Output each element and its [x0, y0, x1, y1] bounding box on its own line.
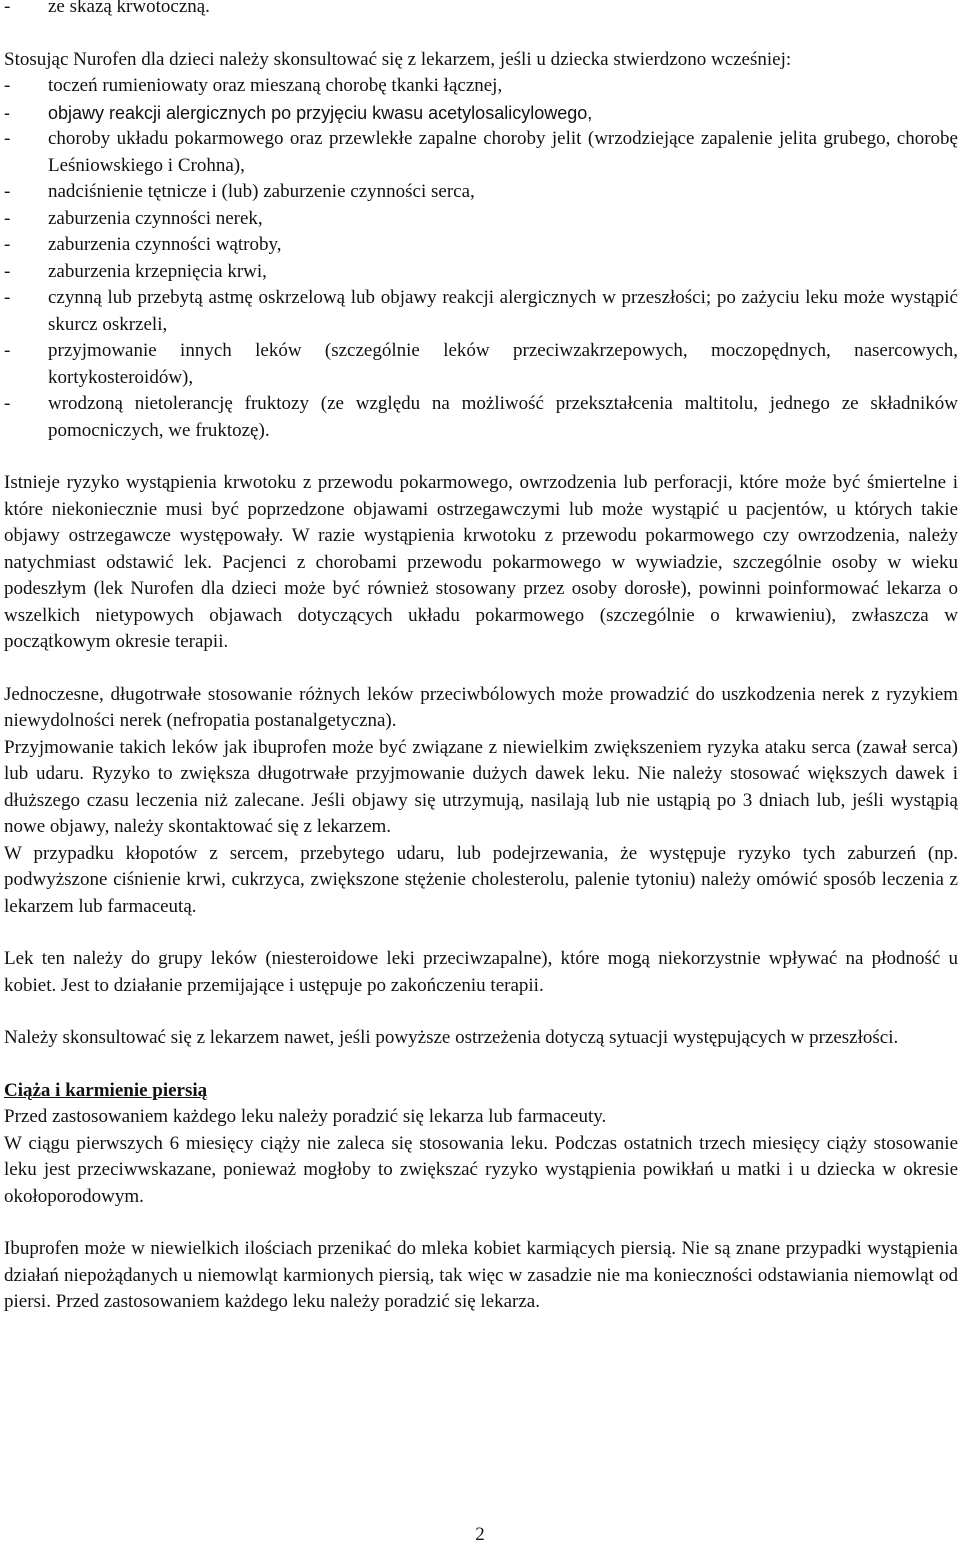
list-dash: -	[4, 260, 11, 282]
list-dash: -	[4, 393, 11, 414]
contraindications-intro: Stosując Nurofen dla dzieci należy skonsultować się z lekarzem, jeśli u dziecka stwierdzono wcześniej:	[4, 48, 792, 70]
pregnancy-line-2: W ciągu pierwszych 6 miesięcy ciąży nie zaleca się stosowania leku. Podczas ostatnich trzech miesięcy ciąży stosowanie leku jest przeciwwskazane, ponieważ mogłoby to zwiększać ryzyko wystąpienia powikłań u matki i u dziecka w okresie okołoporodowym.	[4, 1132, 958, 1207]
page-number: 2	[475, 1524, 485, 1545]
breastfeeding-paragraph: Ibuprofen może w niewielkich ilościach przenikać do mleka kobiet karmiących piersią. Nie są znane przypadki wystąpienia działań niepożądanych u niemowląt karmionych piersią, tak więc w zasadzie nie ma konieczności odstawiania niemowląt od piersi. Przed zastosowaniem każdego leku należy poradzić się lekarza.	[4, 1238, 958, 1312]
list-item	[0, 259, 958, 286]
list-dash: -	[4, 75, 11, 96]
list-item	[0, 206, 958, 233]
list-item-text: przyjmowanie innych leków (szczególnie leków przeciwzakrzepowych, moczopędnych, nasercowych, kortykosteroidów),	[48, 340, 958, 388]
list-item-text: wrodzoną nietolerancję fruktozy (ze względu na możliwość przekształcenia maltitolu, jednego ze składników pomocniczych, we fruktozę).	[48, 393, 958, 441]
list-item	[0, 285, 958, 338]
list-item	[0, 232, 958, 259]
list-dash: -	[4, 287, 11, 308]
list-item-text: zaburzenia krzepnięcia krwi,	[48, 260, 267, 282]
heart-risk-paragraph: Przyjmowanie takich leków jak ibuprofen może być związane z niewielkim zwiększeniem ryzyka ataku serca (zawał serca) lub udaru. Ryzyko to zwiększa długotrwałe przyjmowanie dużych dawek leku. Nie należy stosować większych dawek i dłuższego czasu leczenia niż zalecane. Jeśli objawy się utrzymują, nasilają lub nie ustąpią po 3 dniach lub, jeśli wystąpią nowe objawy, należy skontaktować się z lekarzem.	[4, 736, 958, 837]
list-item-text: zaburzenia czynności wątroby,	[48, 234, 282, 255]
list-item-text: toczeń rumieniowaty oraz mieszaną chorobę tkanki łącznej,	[48, 75, 503, 96]
list-item	[0, 338, 958, 391]
bleeding-risk-paragraph: Istnieje ryzyko wystąpienia krwotoku z przewodu pokarmowego, owrzodzenia lub perforacji, które może być śmiertelne i które niekoniecznie musi być poprzedzone objawami ostrzegawczymi lub może wystąpić u pacjentów, u których takie objawy ostrzegawcze występowały. W razie wystąpienia krwotoku z przewodu pokarmowego czy owrzodzenia, należy natychmiast odstawić lek. Pacjenci z chorobami przewodu pokarmowego w wywiadzie, szczególnie osoby w wieku podeszłym (lek Nurofen dla dzieci może być również stosowany przez osoby dorosłe), powinni poinformować lekarza o wszelkich nietypowych objawach dotyczących układu pokarmowego (szczególnie o krwawieniu), zwłaszcza w początkowym okresie terapii.	[4, 472, 958, 652]
list-item	[0, 0, 958, 21]
list-item	[0, 391, 958, 444]
list-item-text: ze skazą krwotoczną.	[48, 0, 210, 17]
list-dash: -	[4, 340, 11, 361]
list-item-text: czynną lub przebytą astmę oskrzelową lub objawy reakcji alergicznych w przeszłości; po zażyciu leku może wystąpić skurcz oskrzeli,	[48, 287, 958, 335]
list-dash: -	[4, 234, 11, 255]
fertility-paragraph: Lek ten należy do grupy leków (niesteroidowe leki przeciwzapalne), które mogą niekorzystnie wpływać na płodność u kobiet. Jest to działanie przemijające i ustępuje po zakończeniu terapii.	[4, 948, 958, 996]
list-item	[0, 126, 958, 179]
list-item-text: nadciśnienie tętnicze i (lub) zaburzenie czynności serca,	[48, 181, 475, 202]
heart-problems-paragraph: W przypadku kłopotów z sercem, przebytego udaru, lub podejrzewania, że występuje ryzyko tych zaburzeń (np. podwyższone ciśnienie krwi, cukrzyca, zwiększone stężenie cholesterolu, palenie tytoniu) należy omówić sposób leczenia z lekarzem lub farmaceutą.	[4, 842, 958, 917]
list-item-text: objawy reakcji alergicznych po przyjęciu kwasu acetylosalicylowego,	[48, 102, 593, 123]
list-dash: -	[4, 128, 11, 149]
list-item	[0, 100, 958, 127]
list-item	[0, 73, 958, 100]
list-item-text: choroby układu pokarmowego oraz przewlekłe zapalne choroby jelit (wrzodziejące zapalenie jelita grubego, chorobę Leśniowskiego i Crohna),	[48, 128, 958, 176]
list-item	[0, 179, 958, 206]
list-dash: -	[4, 181, 11, 202]
pregnancy-line-1: Przed zastosowaniem każdego leku należy poradzić się lekarza lub farmaceuty.	[4, 1106, 607, 1127]
list-dash: -	[4, 102, 10, 123]
kidney-risk-paragraph: Jednoczesne, długotrwałe stosowanie różnych leków przeciwbólowych może prowadzić do uszkodzenia nerek z ryzykiem niewydolności nerek (nefropatia postanalgetyczna).	[4, 683, 958, 731]
section-heading-pregnancy: Ciąża i karmienie piersią	[4, 1079, 208, 1101]
list-dash: -	[4, 0, 11, 17]
past-warnings-paragraph: Należy skonsultować się z lekarzem nawet, jeśli powyższe ostrzeżenia dotyczą sytuacji występujących w przeszłości.	[4, 1027, 899, 1048]
list-item-text: zaburzenia czynności nerek,	[48, 207, 263, 229]
list-dash: -	[4, 207, 11, 229]
